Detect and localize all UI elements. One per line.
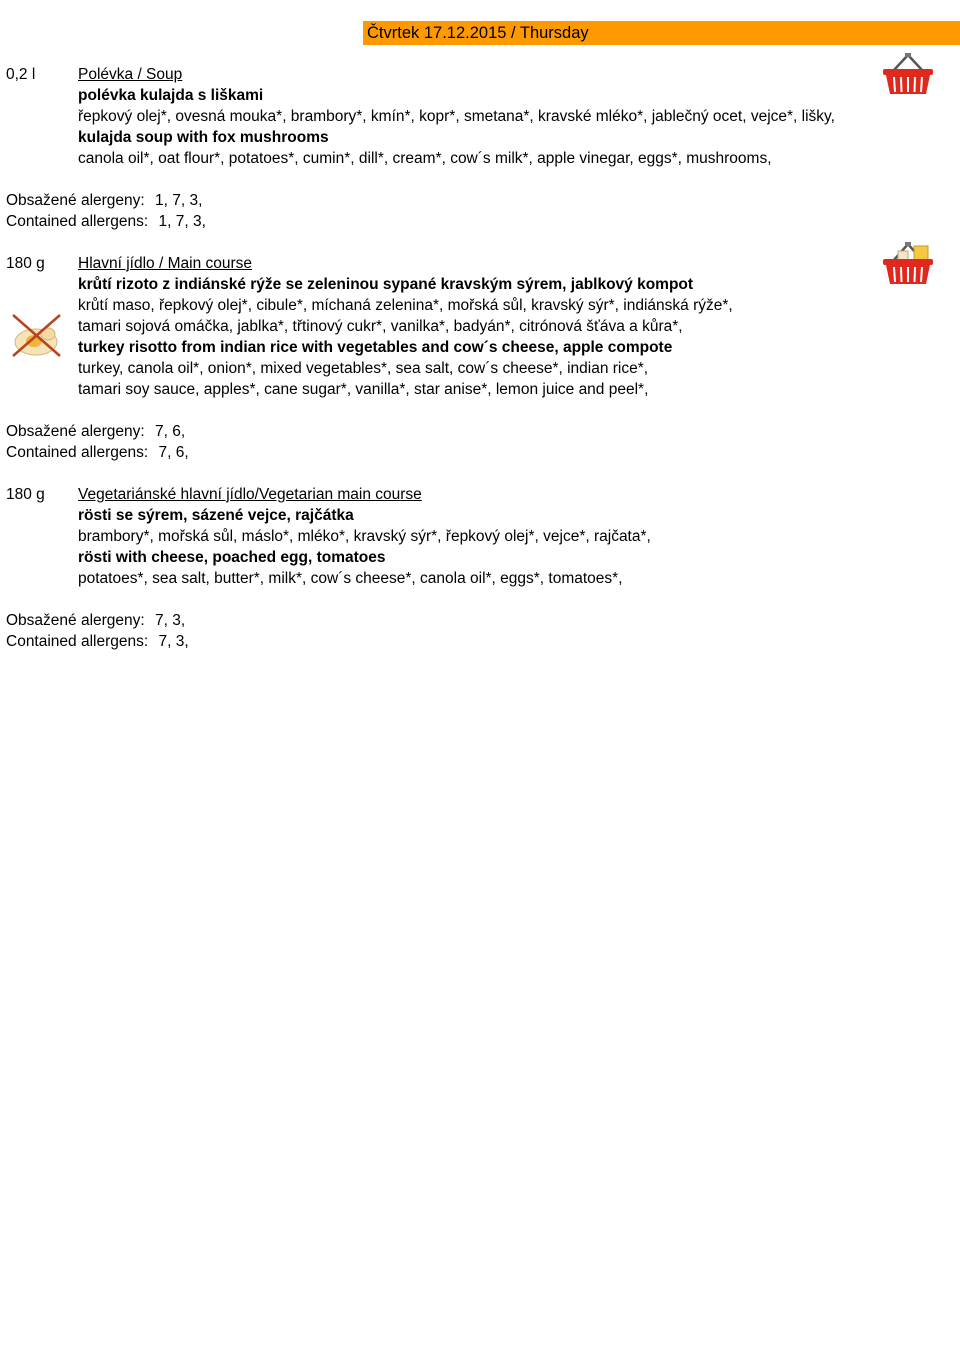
allergens-cz-label: Obsažené alergeny:	[6, 192, 145, 209]
shopping-basket-full-icon[interactable]	[880, 240, 936, 284]
allergens-cz-value: 1, 7, 3,	[155, 192, 203, 209]
veg-portion: 180 g	[6, 486, 45, 503]
soup-allergens-cz	[6, 191, 202, 211]
main-ingredients-cz-2: tamari sojová omáčka, jablka*, třtinový cukr*, vanilka*, badyán*, citrónová šťáva a kůra*,	[78, 318, 683, 335]
allergens-en-value: 7, 6,	[158, 444, 189, 461]
main-allergens-en	[6, 443, 189, 463]
shopping-basket-icon[interactable]	[880, 52, 936, 96]
menu-date: Čtvrtek 17.12.2015 / Thursday	[367, 24, 589, 42]
soup-portion: 0,2 l	[6, 66, 36, 83]
no-egg-icon	[8, 310, 64, 360]
allergens-cz-value: 7, 3,	[155, 612, 186, 629]
veg-allergens-en	[6, 632, 189, 652]
allergens-cz-label: Obsažené alergeny:	[6, 612, 145, 629]
main-ingredients-en-1: turkey, canola oil*, onion*, mixed vegetables*, sea salt, cow´s cheese*, indian rice*,	[78, 360, 649, 377]
veg-name-en: rösti with cheese, poached egg, tomatoes	[78, 549, 386, 566]
main-portion: 180 g	[6, 255, 45, 272]
main-category: Hlavní jídlo / Main course	[78, 255, 253, 272]
veg-allergens-cz	[6, 611, 185, 631]
soup-name-cz: polévka kulajda s liškami	[78, 87, 264, 104]
soup-ingredients-en: canola oil*, oat flour*, potatoes*, cumin*, dill*, cream*, cow´s milk*, apple vinegar, eggs*, mushrooms,	[78, 150, 772, 167]
allergens-en-label: Contained allergens:	[6, 213, 149, 230]
soup-ingredients-cz: řepkový olej*, ovesná mouka*, brambory*, kmín*, kopr*, smetana*, kravské mléko*, jablečný ocet, vejce*, lišky,	[78, 108, 835, 125]
main-ingredients-en-2: tamari soy sauce, apples*, cane sugar*, vanilla*, star anise*, lemon juice and peel*,	[78, 381, 649, 398]
main-name-en: turkey risotto from indian rice with vegetables and cow´s cheese, apple compote	[78, 339, 673, 356]
allergens-en-value: 7, 3,	[158, 633, 189, 650]
allergens-cz-label: Obsažené alergeny:	[6, 423, 145, 440]
allergens-cz-value: 7, 6,	[155, 423, 186, 440]
soup-category: Polévka / Soup	[78, 66, 183, 83]
veg-ingredients-cz: brambory*, mořská sůl, máslo*, mléko*, kravský sýr*, řepkový olej*, vejce*, rajčata*,	[78, 528, 651, 545]
main-ingredients-cz-1: krůtí maso, řepkový olej*, cibule*, míchaná zelenina*, mořská sůl, kravský sýr*, indiánská rýže*,	[78, 297, 733, 314]
allergens-en-label: Contained allergens:	[6, 444, 149, 461]
veg-category: Vegetariánské hlavní jídlo/Vegetarian main course	[78, 486, 422, 503]
veg-name-cz: rösti se sýrem, sázené vejce, rajčátka	[78, 507, 354, 524]
main-allergens-cz	[6, 422, 185, 442]
allergens-en-value: 1, 7, 3,	[158, 213, 206, 230]
allergens-en-label: Contained allergens:	[6, 633, 149, 650]
soup-name-en: kulajda soup with fox mushrooms	[78, 129, 329, 146]
main-name-cz: krůtí rizoto z indiánské rýže se zeleninou sypané kravským sýrem, jablkový kompot	[78, 276, 694, 293]
veg-ingredients-en: potatoes*, sea salt, butter*, milk*, cow´s cheese*, canola oil*, eggs*, tomatoes*,	[78, 570, 623, 587]
soup-allergens-en	[6, 212, 206, 232]
